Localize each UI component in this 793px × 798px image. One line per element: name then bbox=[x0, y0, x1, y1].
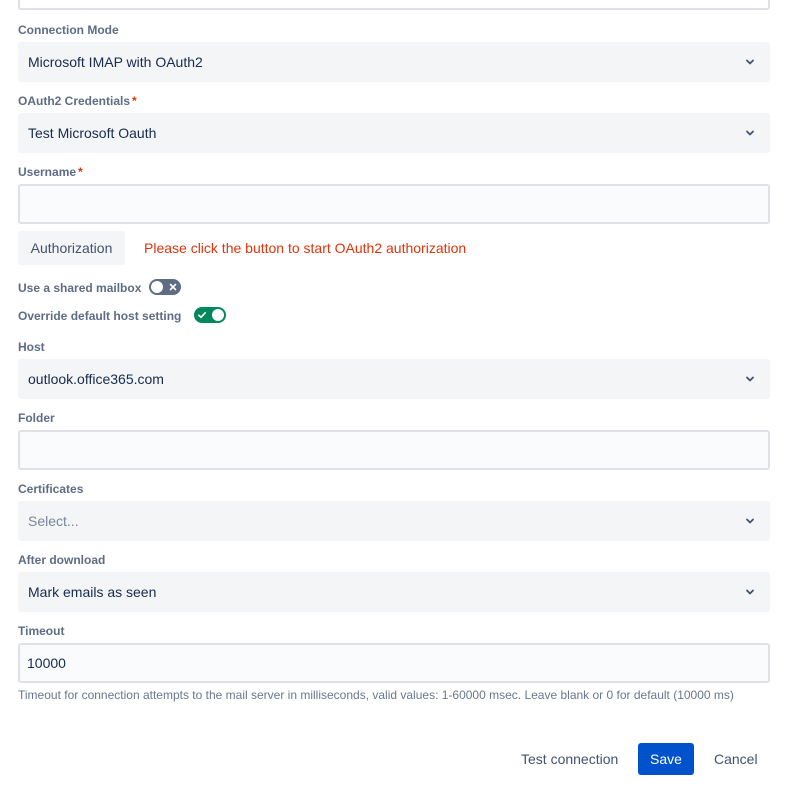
shared-mailbox-label: Use a shared mailbox bbox=[18, 281, 142, 295]
certificates-select[interactable] bbox=[18, 501, 770, 541]
chevron-down-icon bbox=[744, 127, 756, 139]
connection-mode-label bbox=[18, 23, 119, 37]
required-marker: * bbox=[78, 165, 83, 179]
authorization-message: Please click the button to start OAuth2 authorization bbox=[144, 240, 467, 256]
folder-label-text: Folder bbox=[18, 411, 55, 425]
authorization-button[interactable] bbox=[18, 231, 125, 265]
test-connection-button[interactable] bbox=[521, 743, 618, 775]
host-value: outlook.office365.com bbox=[28, 371, 164, 387]
certificates-label-text: Certificates bbox=[18, 482, 84, 496]
cross-icon bbox=[168, 282, 178, 292]
username-label bbox=[18, 165, 83, 179]
checkmark-icon bbox=[197, 310, 207, 320]
toggle-knob bbox=[151, 281, 163, 293]
override-host-label: Override default host setting bbox=[18, 309, 182, 323]
chevron-down-icon bbox=[744, 56, 756, 68]
shared-mailbox-toggle[interactable] bbox=[149, 279, 181, 295]
save-button[interactable] bbox=[638, 743, 694, 775]
timeout-input[interactable] bbox=[18, 643, 770, 683]
oauth2-credentials-select[interactable] bbox=[18, 113, 770, 153]
cancel-button[interactable] bbox=[714, 743, 758, 775]
authorization-button-label: Authorization bbox=[30, 240, 113, 256]
chevron-down-icon bbox=[744, 373, 756, 385]
timeout-value: 10000 bbox=[27, 655, 66, 671]
connection-mode-select[interactable] bbox=[18, 42, 770, 82]
host-select[interactable] bbox=[18, 359, 770, 399]
host-label bbox=[18, 340, 45, 354]
username-label-text: Username bbox=[18, 165, 77, 179]
connection-mode-value: Microsoft IMAP with OAuth2 bbox=[28, 54, 203, 70]
certificates-label bbox=[18, 482, 83, 496]
after-download-label-text: After download bbox=[18, 553, 106, 567]
oauth2-credentials-label bbox=[18, 94, 137, 108]
certificates-placeholder: Select... bbox=[28, 513, 79, 529]
timeout-help-text: Timeout for connection attempts to the mail server in milliseconds, valid values: 1-60000 msec. Leave blank or 0 for default (10000 ms) bbox=[18, 688, 734, 702]
toggle-knob bbox=[212, 309, 224, 321]
username-input[interactable] bbox=[18, 184, 770, 224]
folder-input[interactable] bbox=[18, 430, 770, 470]
previous-field-input[interactable] bbox=[18, 0, 770, 10]
cancel-label: Cancel bbox=[714, 751, 758, 767]
chevron-down-icon bbox=[744, 515, 756, 527]
test-connection-label: Test connection bbox=[521, 751, 619, 767]
after-download-value: Mark emails as seen bbox=[28, 584, 157, 600]
timeout-label bbox=[18, 624, 64, 638]
required-marker: * bbox=[132, 94, 137, 108]
folder-label bbox=[18, 411, 55, 425]
save-label: Save bbox=[650, 751, 682, 767]
connection-mode-label-text: Connection Mode bbox=[18, 23, 119, 37]
override-host-toggle[interactable] bbox=[194, 307, 226, 323]
chevron-down-icon bbox=[744, 586, 756, 598]
timeout-label-text: Timeout bbox=[18, 624, 65, 638]
after-download-label bbox=[18, 553, 105, 567]
oauth2-credentials-label-text: OAuth2 Credentials bbox=[18, 94, 131, 108]
host-label-text: Host bbox=[18, 340, 45, 354]
after-download-select[interactable] bbox=[18, 572, 770, 612]
oauth2-credentials-value: Test Microsoft Oauth bbox=[28, 125, 157, 141]
